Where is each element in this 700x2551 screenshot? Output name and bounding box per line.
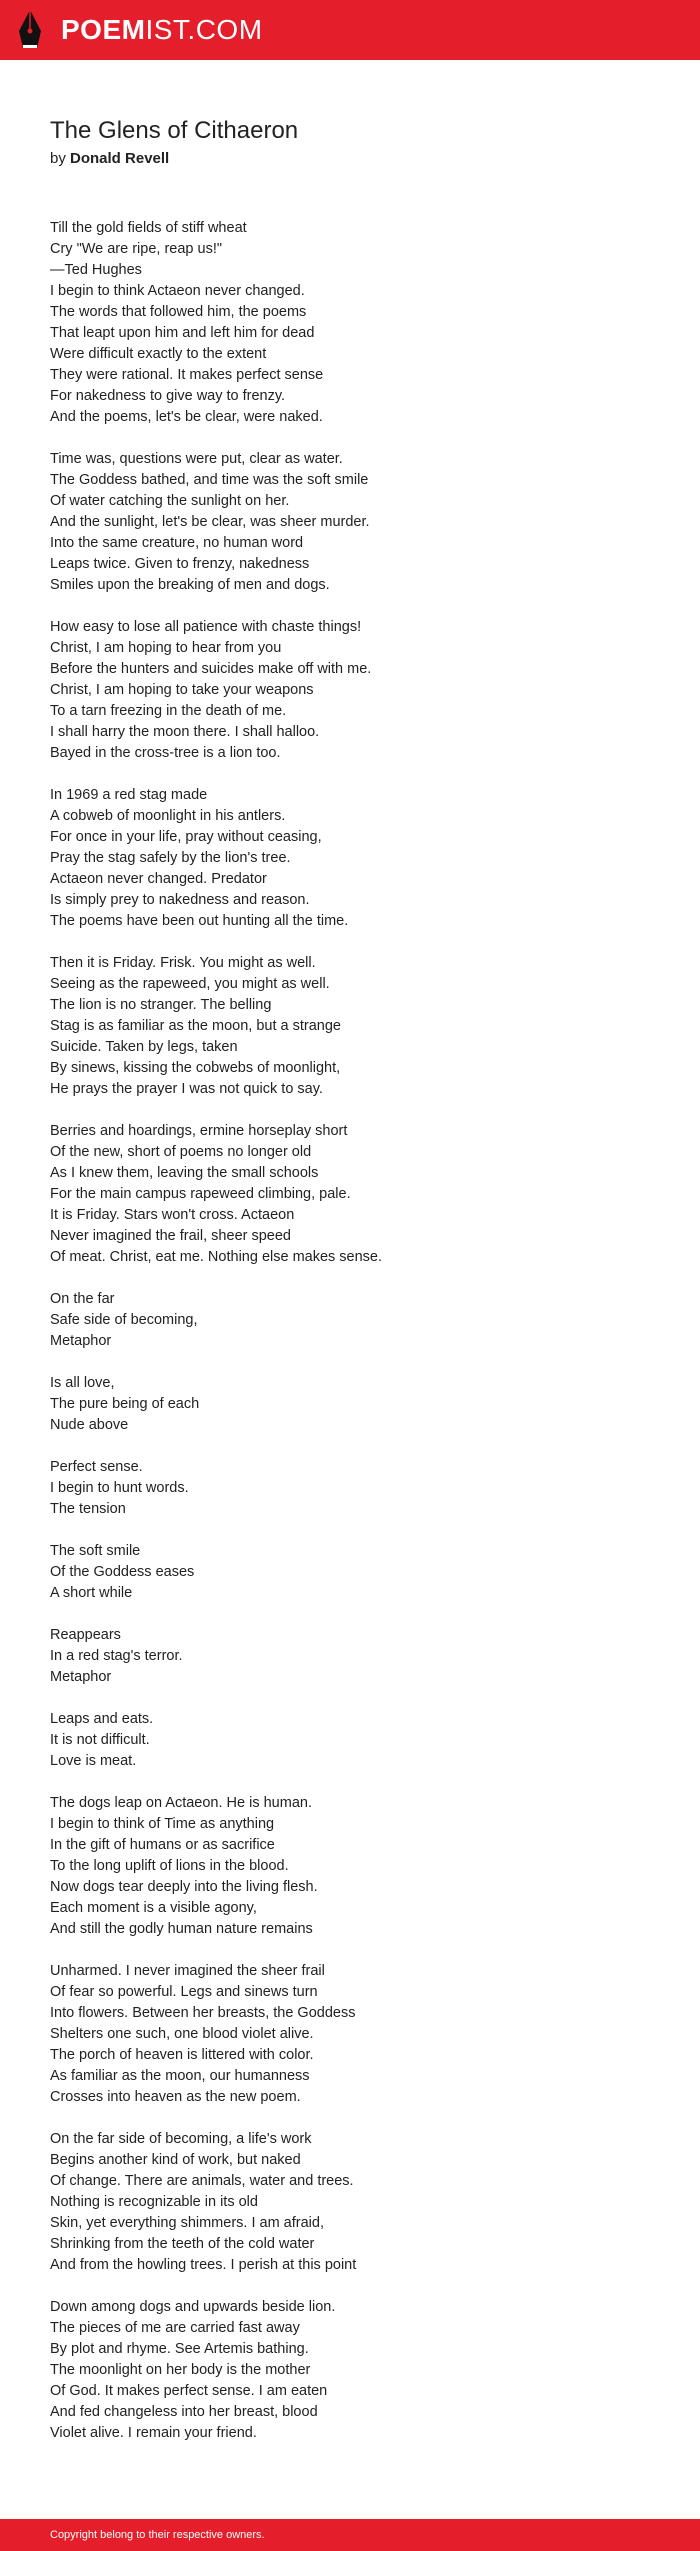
- poem-byline: [50, 149, 169, 169]
- poem-line: I begin to hunt words.: [50, 1480, 189, 1496]
- poem-author: Donald Revell: [70, 150, 170, 167]
- poem-line: Christ, I am hoping to take your weapons: [50, 682, 314, 698]
- poem-line: How easy to lose all patience with chaste things!: [50, 619, 362, 635]
- poem-line: For the main campus rapeweed climbing, pale.: [50, 1186, 351, 1202]
- poem-line: And the poems, let's be clear, were naked.: [50, 409, 323, 425]
- poem-line: Of meat. Christ, eat me. Nothing else makes sense.: [50, 1249, 383, 1265]
- poem-stanza: [50, 1793, 670, 1940]
- poem-line: The soft smile: [50, 1543, 141, 1559]
- poem-line: Never imagined the frail, sheer speed: [50, 1228, 291, 1244]
- site-header: [0, 0, 700, 60]
- poem-line: For once in your life, pray without ceasing,: [50, 829, 322, 845]
- poem-line: The poems have been out hunting all the time.: [50, 913, 349, 929]
- poem-line: And fed changeless into her breast, blood: [50, 2404, 318, 2420]
- poem-line: Into flowers. Between her breasts, the Goddess: [50, 2005, 356, 2021]
- poem-line: I begin to think of Time as anything: [50, 1816, 275, 1832]
- poem-line: Of change. There are animals, water and trees.: [50, 2173, 354, 2189]
- brand-rest: IST.COM: [145, 14, 263, 45]
- poem-stanza: [50, 1373, 670, 1436]
- poem-stanza: [50, 1961, 670, 2108]
- poem-line: It is Friday. Stars won't cross. Actaeon: [50, 1207, 295, 1223]
- poem-line: By sinews, kissing the cobwebs of moonlight,: [50, 1060, 341, 1076]
- poem-line: Nothing is recognizable in its old: [50, 2194, 258, 2210]
- poem-line: In 1969 a red stag made: [50, 787, 208, 803]
- poem-line: Is all love,: [50, 1375, 115, 1391]
- poem-line: Of the Goddess eases: [50, 1564, 195, 1580]
- poem-line: Perfect sense.: [50, 1459, 143, 1475]
- poem-line: Reappears: [50, 1627, 121, 1643]
- poem-stanza: [50, 785, 670, 932]
- poem-line: Time was, questions were put, clear as water.: [50, 451, 343, 467]
- poem-line: Leaps and eats.: [50, 1711, 154, 1727]
- poem-stanza: [50, 1625, 670, 1688]
- site-logo-link[interactable]: [61, 14, 263, 46]
- poem-line: Smiles upon the breaking of men and dogs.: [50, 577, 330, 593]
- poem-line: They were rational. It makes perfect sense: [50, 367, 324, 383]
- poem-line: Safe side of becoming,: [50, 1312, 198, 1328]
- poem-line: Till the gold fields of stiff wheat: [50, 220, 247, 236]
- poem-line: By plot and rhyme. See Artemis bathing.: [50, 2341, 309, 2357]
- poem-stanza: [50, 1121, 670, 1268]
- poem-line: The Goddess bathed, and time was the soft smile: [50, 472, 369, 488]
- poem-line: Suicide. Taken by legs, taken: [50, 1039, 238, 1055]
- poem-line: On the far side of becoming, a life's work: [50, 2131, 312, 2147]
- poem-line: Shelters one such, one blood violet alive.: [50, 2026, 314, 2042]
- poem-line: And from the howling trees. I perish at this point: [50, 2257, 357, 2273]
- poem-line: And the sunlight, let's be clear, was sheer murder.: [50, 514, 370, 530]
- poem-line: Berries and hoardings, ermine horseplay short: [50, 1123, 348, 1139]
- poem-line: Of water catching the sunlight on her.: [50, 493, 290, 509]
- poem-line: —Ted Hughes: [50, 262, 142, 278]
- poem-line: In a red stag's terror.: [50, 1648, 183, 1664]
- poem-stanza: [50, 449, 670, 596]
- poem-line: The pure being of each: [50, 1396, 200, 1412]
- by-label: by: [50, 150, 66, 167]
- site-footer: [0, 2519, 700, 2551]
- pen-nib-icon[interactable]: [18, 9, 42, 51]
- poem-line: And still the godly human nature remains: [50, 1921, 313, 1937]
- poem-stanza: [50, 953, 670, 1100]
- poem-line: Crosses into heaven as the new poem.: [50, 2089, 301, 2105]
- poem-stanza: [50, 2297, 670, 2444]
- poem-line: The pieces of me are carried fast away: [50, 2320, 300, 2336]
- poem-line: Begins another kind of work, but naked: [50, 2152, 301, 2168]
- poem-line: Unharmed. I never imagined the sheer frail: [50, 1963, 325, 1979]
- poem-line: The lion is no stranger. The belling: [50, 997, 272, 1013]
- poem-stanza: [50, 1457, 670, 1520]
- poem-stanza: [50, 1541, 670, 1604]
- poem-stanza: [50, 1289, 670, 1352]
- poem-line: Of God. It makes perfect sense. I am eaten: [50, 2383, 328, 2399]
- poem-line: A cobweb of moonlight in his antlers.: [50, 808, 286, 824]
- poem-line: Of fear so powerful. Legs and sinews turn: [50, 1984, 318, 2000]
- poem-body: [50, 218, 670, 2465]
- poem-line: The tension: [50, 1501, 126, 1517]
- poem-line: Love is meat.: [50, 1753, 137, 1769]
- poem-line: The dogs leap on Actaeon. He is human.: [50, 1795, 312, 1811]
- poem-stanza: [50, 218, 670, 428]
- poem-line: Stag is as familiar as the moon, but a strange: [50, 1018, 341, 1034]
- poem-line: Christ, I am hoping to hear from you: [50, 640, 282, 656]
- poem-line: I begin to think Actaeon never changed.: [50, 283, 305, 299]
- poem-line: A short while: [50, 1585, 133, 1601]
- poem-line: Nude above: [50, 1417, 129, 1433]
- poem-line: Skin, yet everything shimmers. I am afraid,: [50, 2215, 324, 2231]
- poem-line: Now dogs tear deeply into the living flesh.: [50, 1879, 318, 1895]
- poem-line: That leapt upon him and left him for dead: [50, 325, 315, 341]
- poem-line: Leaps twice. Given to frenzy, nakedness: [50, 556, 310, 572]
- poem-line: Bayed in the cross-tree is a lion too.: [50, 745, 281, 761]
- poem-line: Violet alive. I remain your friend.: [50, 2425, 257, 2441]
- poem-line: As I knew them, leaving the small schools: [50, 1165, 319, 1181]
- poem-line: Is simply prey to nakedness and reason.: [50, 892, 310, 908]
- poem-line: Metaphor: [50, 1333, 112, 1349]
- poem-line: Pray the stag safely by the lion's tree.: [50, 850, 291, 866]
- copyright-text: Copyright belong to their respective owners.: [50, 2529, 265, 2541]
- poem-title: The Glens of Cithaeron: [50, 117, 299, 144]
- poem-line: Down among dogs and upwards beside lion.: [50, 2299, 336, 2315]
- poem-stanza: [50, 2129, 670, 2276]
- poem-line: On the far: [50, 1291, 115, 1307]
- poem-stanza: [50, 617, 670, 764]
- poem-line: To a tarn freezing in the death of me.: [50, 703, 287, 719]
- poem-line: Actaeon never changed. Predator: [50, 871, 267, 887]
- poem-line: Of the new, short of poems no longer old: [50, 1144, 312, 1160]
- poem-line: Cry "We are ripe, reap us!": [50, 241, 223, 257]
- poem-line: To the long uplift of lions in the blood.: [50, 1858, 289, 1874]
- poem-line: In the gift of humans or as sacrifice: [50, 1837, 275, 1853]
- poem-line: For nakedness to give way to frenzy.: [50, 388, 286, 404]
- poem-stanza: [50, 1709, 670, 1772]
- poem-line: Then it is Friday. Frisk. You might as well.: [50, 955, 316, 971]
- poem-line: Metaphor: [50, 1669, 112, 1685]
- poem-line: The moonlight on her body is the mother: [50, 2362, 311, 2378]
- poem-line: Shrinking from the teeth of the cold water: [50, 2236, 315, 2252]
- poem-line: Seeing as the rapeweed, you might as well.: [50, 976, 330, 992]
- poem-line: Were difficult exactly to the extent: [50, 346, 267, 362]
- poem-line: Before the hunters and suicides make off with me.: [50, 661, 372, 677]
- poem-line: As familiar as the moon, our humanness: [50, 2068, 310, 2084]
- poem-line: The porch of heaven is littered with color.: [50, 2047, 314, 2063]
- poem-line: I shall harry the moon there. I shall halloo.: [50, 724, 320, 740]
- poem-line: Into the same creature, no human word: [50, 535, 304, 551]
- poem-line: It is not difficult.: [50, 1732, 150, 1748]
- poem-line: Each moment is a visible agony,: [50, 1900, 257, 1916]
- brand-bold: POEM: [61, 14, 146, 45]
- poem-line: The words that followed him, the poems: [50, 304, 307, 320]
- poem-line: He prays the prayer I was not quick to say.: [50, 1081, 323, 1097]
